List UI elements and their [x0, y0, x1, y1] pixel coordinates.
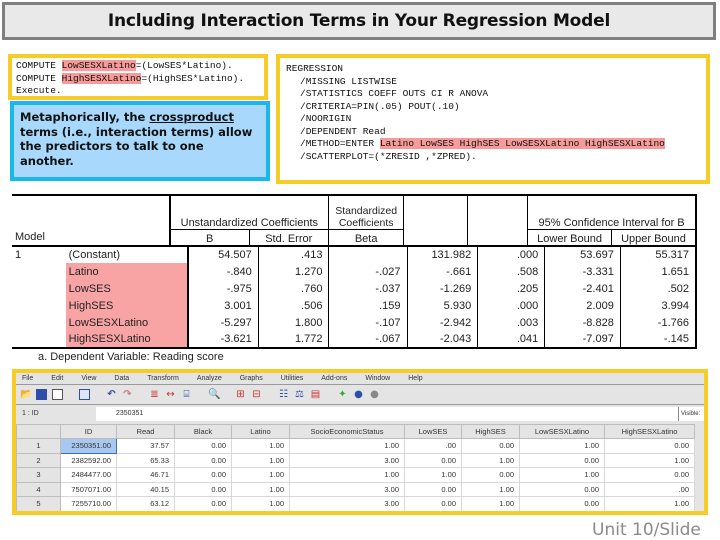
predictor-name: Latino [66, 263, 188, 280]
model-number: 1 [15, 249, 22, 261]
data-cell[interactable]: 1.00 [605, 453, 695, 468]
data-cell[interactable]: 1.00 [232, 453, 290, 468]
cell-editor-bar [16, 405, 704, 422]
dialog-recall-icon[interactable] [79, 389, 90, 400]
header-unstandardized: Unstandardized Coefficients [170, 195, 329, 229]
show-all-icon[interactable]: ● [370, 389, 379, 400]
table-row: HighSES 3.001 .506 .159 5.930 .000 2.009 3.994 [12, 297, 696, 314]
data-cell[interactable]: 0.00 [605, 439, 695, 454]
syntax-line: /MISSING LISTWISE [300, 75, 397, 87]
compute-line-2: COMPUTE HighSESXLatino=(HighSES*Latino). [16, 72, 245, 84]
data-cell[interactable]: 1.00 [232, 439, 290, 454]
column-header[interactable]: HighSES [462, 425, 520, 439]
header-standardized: Standardized Coefficients [328, 195, 403, 229]
data-cell[interactable]: 7255710.00 [61, 497, 117, 512]
regression-syntax-box [276, 54, 710, 184]
data-row [17, 482, 695, 497]
toolbar [16, 385, 704, 405]
highlighted-variable: HighSESXLatino [61, 72, 142, 84]
syntax-line: REGRESSION [286, 63, 344, 74]
method-line: /METHOD=ENTER Latino LowSES HighSES LowSESXLatino HighSESXLatino [300, 138, 665, 149]
crossproduct-term: crossproduct [149, 110, 234, 124]
data-cell[interactable]: 2382592.00 [61, 453, 117, 468]
compute-line-1: COMPUTE LowSESXLatino=(LowSES*Latino). [16, 60, 233, 71]
execute-line: Execute. [16, 85, 62, 96]
data-cell[interactable]: 0.00 [405, 482, 462, 497]
data-cell[interactable]: 7507071.00 [61, 482, 117, 497]
slide-title-bar [2, 2, 716, 40]
coefficients-table-body [12, 245, 697, 349]
data-cell[interactable]: 0.00 [520, 482, 605, 497]
row-number[interactable]: 5 [17, 497, 61, 512]
data-cell[interactable]: 2484477.00 [61, 468, 117, 483]
data-cell[interactable]: 40.15 [117, 482, 175, 497]
visible-variables-label: Visible: [678, 407, 704, 421]
insert-cases-icon[interactable]: ⊞ [236, 389, 245, 400]
column-header[interactable]: HighSESXLatino [605, 425, 695, 439]
slide-title: Including Interaction Terms in Your Regression Model [107, 11, 611, 31]
open-icon[interactable]: 📂 [20, 389, 33, 400]
row-number[interactable]: 3 [17, 468, 61, 483]
column-header[interactable]: SocioEconomicStatus [290, 425, 405, 439]
insert-variable-icon[interactable]: ⊟ [252, 389, 261, 400]
cell-value-input[interactable]: 2350351 [96, 407, 678, 421]
menu-view[interactable]: View [81, 375, 97, 382]
header-b: B [170, 229, 249, 246]
data-cell[interactable]: 1.00 [520, 468, 605, 483]
row-number[interactable]: 2 [17, 453, 61, 468]
menu-analyze[interactable]: Analyze [196, 375, 222, 382]
header-model: Model [12, 229, 170, 246]
row-number[interactable]: 1 [17, 439, 61, 454]
data-cell[interactable]: 0.00 [520, 453, 605, 468]
spss-data-editor [12, 369, 708, 515]
value-labels-icon[interactable]: ✦ [338, 389, 347, 400]
syntax-line: /DEPENDENT Read [300, 125, 386, 137]
column-header[interactable]: ID [61, 425, 117, 439]
table-footnote: a. Dependent Variable: Reading score [38, 351, 224, 363]
use-sets-icon[interactable]: ● [354, 389, 363, 400]
predictor-name: (Constant) [68, 249, 120, 261]
table-row: 1 (Constant) 54.507 .413 131.982 .000 53.697 55.317 [12, 246, 696, 263]
syntax-line: /CRITERIA=PIN(.05) POUT(.10) [300, 100, 460, 112]
column-header[interactable]: Read [117, 425, 175, 439]
select-cases-icon[interactable]: ▤ [310, 389, 321, 400]
menu-transform[interactable]: Transform [147, 375, 179, 382]
variables-icon[interactable]: ↔ [166, 389, 175, 400]
menu-file[interactable]: File [22, 375, 34, 382]
save-icon[interactable] [36, 389, 47, 400]
data-cell[interactable]: .00 [405, 439, 462, 454]
data-cell[interactable]: 1.00 [290, 468, 405, 483]
menu-window[interactable]: Window [365, 375, 391, 382]
data-cell[interactable]: 1.00 [462, 453, 520, 468]
table-row: LowSESXLatino -5.297 1.800 -.107 -2.942 .003 -8.828 -1.766 [12, 314, 696, 331]
data-cell[interactable]: 1.00 [605, 497, 695, 512]
header-confidence-interval: 95% Confidence Interval for B [528, 195, 696, 229]
data-cell[interactable]: 1.00 [232, 497, 290, 512]
menu-help[interactable]: Help [408, 375, 423, 382]
data-row [17, 468, 695, 483]
data-cell[interactable]: 0.00 [175, 453, 232, 468]
data-cell-selected[interactable]: 2350351.00 [61, 439, 117, 454]
column-header[interactable]: Latino [232, 425, 290, 439]
syntax-line: /STATISTICS COEFF OUTS CI R ANOVA [300, 88, 489, 99]
data-cell[interactable]: 46.71 [117, 468, 175, 483]
syntax-line: /NOORIGIN [300, 113, 352, 124]
data-cell[interactable]: 3.00 [290, 497, 405, 512]
find-icon[interactable]: ⌸ [183, 389, 190, 400]
menu-bar [16, 373, 704, 385]
metaphor-note: Metaphorically, the crossproduct terms (i.e., interaction terms) allow the predictors to talk to one another. [10, 101, 270, 181]
menu-add-ons[interactable]: Add-ons [321, 375, 348, 382]
data-cell[interactable]: 0.00 [175, 482, 232, 497]
predictor-name: HighSES [66, 297, 188, 314]
data-cell[interactable]: 1.00 [520, 439, 605, 454]
binoculars-icon[interactable]: 🔍 [208, 389, 221, 400]
predictor-name: LowSES [66, 280, 188, 297]
column-header[interactable]: Black [175, 425, 232, 439]
table-row: LowSES -.975 .760 -.037 -1.269 .205 -2.401 .502 [12, 280, 696, 297]
predictor-name: HighSESXLatino [66, 331, 188, 348]
menu-graphs[interactable]: Graphs [239, 375, 263, 382]
data-cell[interactable]: 3.00 [290, 453, 405, 468]
header-lower-bound: Lower Bound [528, 229, 612, 246]
header-beta: Beta [328, 229, 403, 246]
data-cell[interactable]: 65.33 [117, 453, 175, 468]
goto-case-icon[interactable]: ≣ [150, 389, 159, 400]
compute-syntax-box [8, 54, 268, 100]
data-cell[interactable]: 0.00 [462, 439, 520, 454]
slide-footer: Unit 10/Slide [592, 520, 701, 540]
data-row [17, 497, 695, 512]
data-cell[interactable]: 0.00 [405, 497, 462, 512]
data-cell[interactable]: 0.00 [175, 468, 232, 483]
data-grid [16, 424, 695, 512]
data-cell[interactable]: 63.12 [117, 497, 175, 512]
data-row [17, 453, 695, 468]
predictor-name: LowSESXLatino [66, 314, 188, 331]
coefficients-output [12, 194, 708, 363]
menu-data[interactable]: Data [114, 375, 130, 382]
print-icon[interactable] [52, 389, 63, 400]
coefficients-table [12, 194, 697, 247]
data-cell[interactable]: 1.00 [462, 482, 520, 497]
row-number[interactable]: 4 [17, 482, 61, 497]
table-row: HighSESXLatino -3.621 1.772 -.067 -2.043 .041 -7.097 -.145 [12, 331, 696, 348]
data-cell[interactable]: 1.00 [290, 439, 405, 454]
menu-edit[interactable]: Edit [51, 375, 64, 382]
column-header[interactable]: LowSES [405, 425, 462, 439]
data-cell[interactable]: 0.00 [175, 439, 232, 454]
data-cell[interactable]: 3.00 [290, 482, 405, 497]
data-cell[interactable]: 0.00 [520, 497, 605, 512]
data-cell[interactable]: 1.00 [232, 482, 290, 497]
data-cell[interactable]: 1.00 [405, 468, 462, 483]
highlighted-variable: LowSESXLatino [61, 60, 136, 71]
undo-icon[interactable]: ↶ [107, 389, 116, 400]
data-cell[interactable]: 1.00 [232, 468, 290, 483]
cell-reference: 1 : ID [22, 410, 39, 417]
data-cell[interactable]: 0.00 [175, 497, 232, 512]
redo-icon[interactable]: ↷ [123, 389, 132, 400]
header-upper-bound: Upper Bound [611, 229, 696, 246]
data-cell[interactable]: 0.00 [405, 453, 462, 468]
data-row [17, 439, 695, 454]
scatterplot-line: /SCATTERPLOT=(*ZRESID ,*ZPRED). [300, 150, 477, 162]
data-cell[interactable]: 1.00 [462, 497, 520, 512]
data-cell[interactable]: 0.00 [605, 468, 695, 483]
grid-header-row [17, 425, 695, 439]
column-header[interactable]: LowSESXLatino [520, 425, 605, 439]
split-file-icon[interactable]: ☷ [279, 389, 288, 400]
menu-utilities[interactable]: Utilities [280, 375, 304, 382]
weight-cases-icon[interactable]: ⚖ [295, 389, 304, 400]
table-row: Latino -.840 1.270 -.027 -.661 .508 -3.331 1.651 [12, 263, 696, 280]
highlighted-predictors: Latino LowSES HighSES LowSESXLatino HighSESXLatino [379, 138, 665, 149]
data-cell[interactable]: .00 [605, 482, 695, 497]
data-cell[interactable]: 0.00 [462, 468, 520, 483]
header-std-error: Std. Error [249, 229, 328, 246]
data-cell[interactable]: 37.57 [117, 439, 175, 454]
